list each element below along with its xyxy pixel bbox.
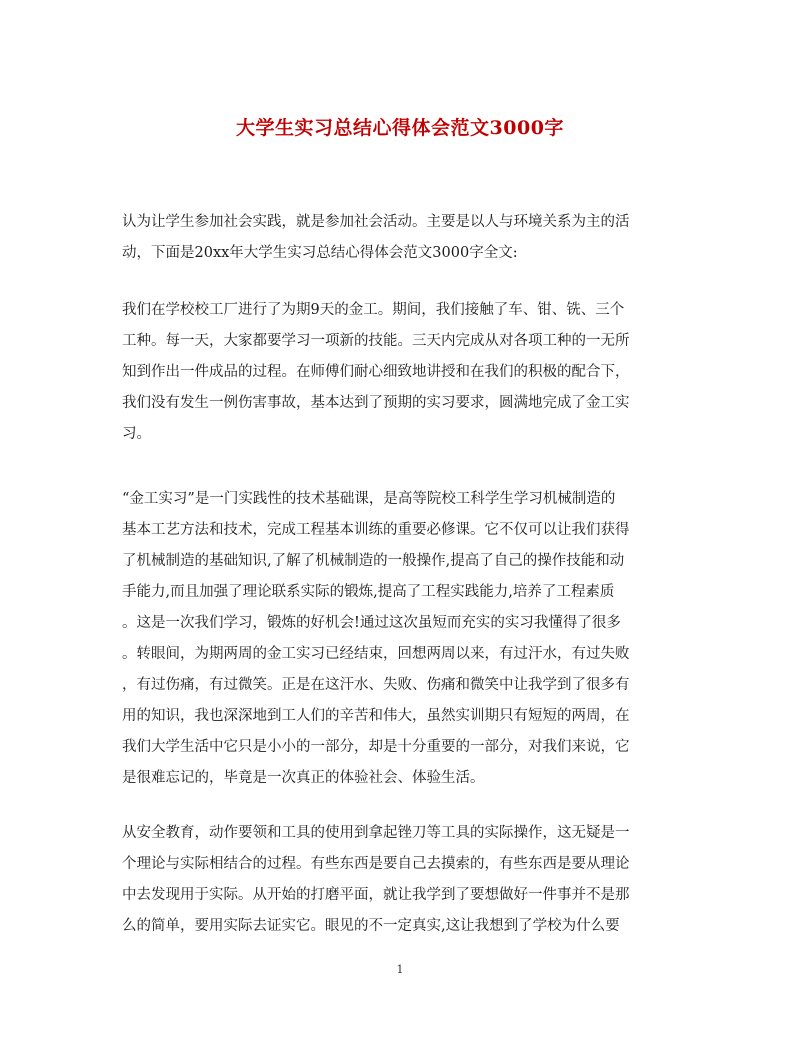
text-line: 工种。每一天，大家都要学习一项新的技能。三天内完成从对各项工种的一无所: [122, 333, 630, 349]
text-line: 是很难忘记的，毕竟是一次真正的体验社会、体验生活。: [122, 770, 485, 786]
paragraph-safety-education: [122, 818, 683, 942]
text-line: 习。: [122, 426, 151, 442]
text-line: ，有过伤痛，有过微笑。正是在这汗水、失败、伤痛和微笑中让我学到了很多有: [122, 677, 630, 693]
text-line: 。转眼间，为期两周的金工实习已经结束，回想两周以来，有过汗水，有过失败: [122, 646, 630, 662]
text-line: 用的知识，我也深深地到工人们的辛苦和伟大，虽然实训期只有短短的两周，在: [122, 708, 630, 724]
text-line: 知到作出一件成品的过程。在师傅们耐心细致地讲授和在我们的积极的配合下，: [122, 364, 630, 380]
text-line: 动，下面是20xx年大学生实习总结心得体会范文3000字全文:: [122, 245, 518, 261]
paragraph-intro: [122, 207, 683, 269]
text-line: 手能力,而且加强了理论联系实际的锻炼,提高了工程实践能力,培养了工程素质: [122, 584, 615, 600]
text-line: 认为让学生参加社会实践，就是参加社会活动。主要是以人与环境关系为主的活: [122, 214, 630, 230]
text-line: 。这是一次我们学习，锻炼的好机会!通过这次虽短而充实的实习我懂得了很多: [122, 615, 621, 631]
text-line: 个理论与实际相结合的过程。有些东西是要自己去摸索的，有些东西是要从理论: [122, 856, 630, 872]
page-title: 大学生实习总结心得体会范文3000字: [236, 117, 564, 139]
text-line: 从安全教育，动作要领和工具的使用到拿起锉刀等工具的实际操作，这无疑是一: [122, 825, 630, 841]
page-number: 1: [396, 963, 404, 976]
text-line: 基本工艺方法和技术，完成工程基本训练的重要必修课。它不仅可以让我们获得: [122, 522, 630, 538]
text-line: 我们大学生活中它只是小小的一部分，却是十分重要的一部分，对我们来说，它: [122, 739, 630, 755]
paragraph-workshop: [122, 295, 683, 450]
text-line: 我们没有发生一例伤害事故，基本达到了预期的实习要求，圆满地完成了金工实: [122, 395, 630, 411]
text-line: 了机械制造的基础知识,了解了机械制造的一般操作,提高了自己的操作技能和动: [122, 553, 625, 569]
text-line: 我们在学校校工厂进行了为期9天的金工。期间，我们接触了车、钳、铣、三个: [122, 302, 625, 318]
paragraph-metalwork-course: [122, 484, 683, 794]
text-line: 么的简单，要用实际去证实它。眼见的不一定真实,这让我想到了学校为什么要: [122, 918, 620, 934]
text-line: “金工实习”是一门实践性的技术基础课，是高等院校工科学生学习机械制造的: [122, 491, 616, 507]
text-line: 中去发现用于实际。从开始的打磨平面，就让我学到了要想做好一件事并不是那: [122, 887, 630, 903]
